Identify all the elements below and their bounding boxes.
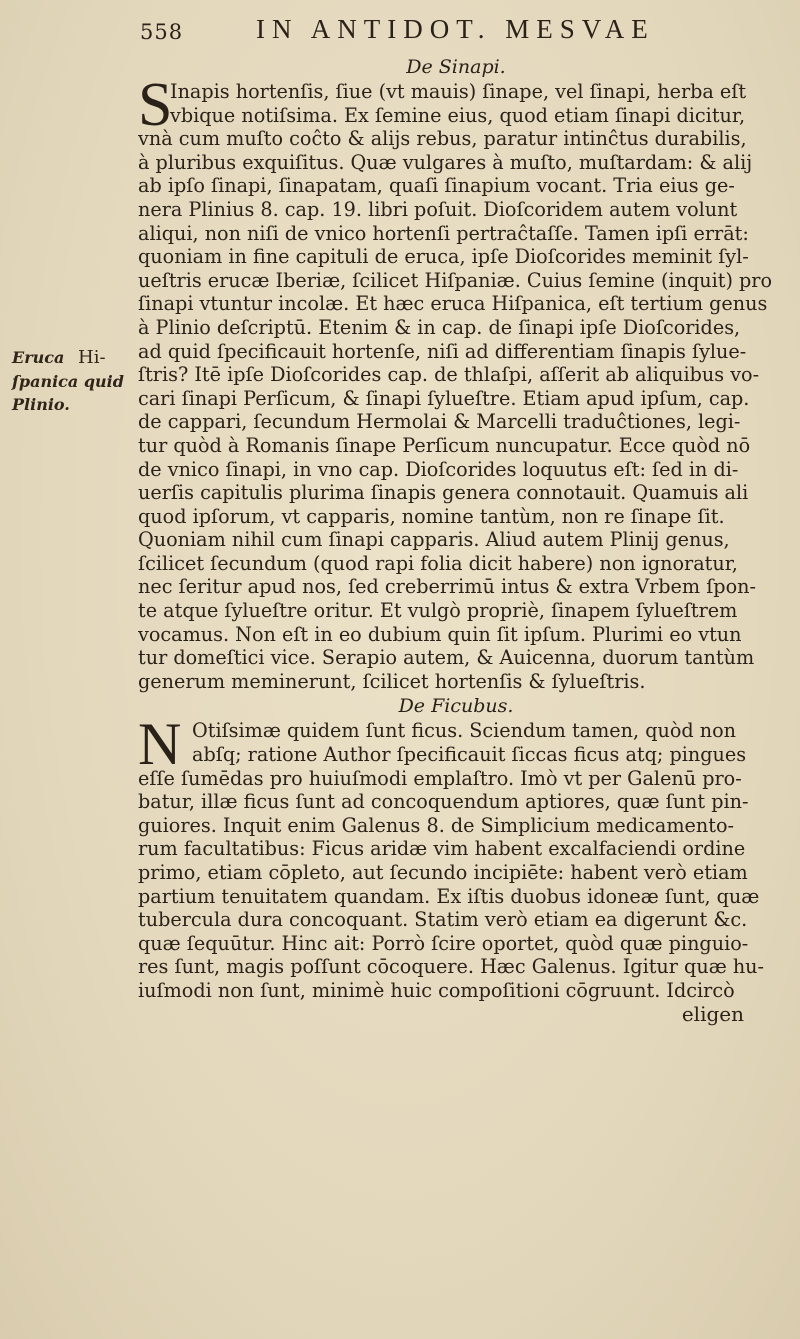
margin-notes [12,346,124,417]
margin-note-line-2: ſpanica quid [12,371,124,391]
text-line: generum meminerunt, ſcilicet hortenſis & ſylueſtris. [138,669,646,693]
text-line: nera Plinius 8. cap. 19. libri poſuit. Dioſcoridem autem volunt [138,197,738,221]
text-line: à pluribus exquiſitus. Quæ vulgares à muſto, muſtardam: & alij [138,150,753,174]
page-number: 558 [140,20,184,44]
text-line: te atque ſylueſtre oritur. Et vulgò propriè, ſinapem ſylueſtrem [138,599,738,623]
text-line: abſq; ratione Author ſpecificauit ſiccas ficus atq; pingues [192,743,747,767]
text-line: Inapis hortenſis, ſiue (vt mauis) ſinape, vel ſinapi, herba eſt [170,80,747,103]
text-line: quoniam in fine capituli de eruca, ipſe Dioſcorides meminit ſyl- [138,245,749,269]
page-header [0,14,800,54]
text-line: de cappari, ſecundum Hermolai & Marcelli traduĉtiones, legi- [138,410,741,434]
text-line: nec ſeritur apud nos, ſed creberrimū intus & extra Vrbem ſpon- [138,575,756,599]
text-line: tur quòd à Romanis ſinape Perſicum nuncupatur. Ecce quòd nō [138,433,751,457]
text-line: res ſunt, magis poſſunt cōcoquere. Hæc Galenus. Igitur quæ hu- [138,955,765,979]
text-line: primo, etiam cōpleto, aut ſecundo incipiēte: habent verò etiam [138,861,748,884]
dropcap-n: N [138,711,182,778]
text-line: iuſmodi non ſunt, minimè huic compoſitioni cōgruunt. Idcircò [138,978,735,1002]
text-line: tur domeſtici vice. Serapio autem, & Auicenna, duorum tantùm [138,646,755,670]
text-line: aliqui, non niſi de vnico hortenſi pertraĉtaſſe. Tamen ipſi errāt: [138,221,749,245]
text-line: rum facultatibus: Ficus aridæ vim habent excalfaciendi ordine [138,837,746,861]
text-line: de vnico ſinapi, in vno cap. Dioſcorides loquutus eſt: ſed in di- [138,457,739,481]
section-title-ficubus: De Ficubus. [398,695,514,718]
text-line: eſſe ſumēdas pro huiuſmodi emplaſtro. Imò vt per Galenū pro- [138,766,742,790]
text-line: ſinapi vtuntur incolæ. Et hæc eruca Hiſpanica, eſt tertium genus [138,292,768,316]
margin-note-hi: Hi- [78,347,106,368]
text-line: tubercula dura concoquant. Statim verò etiam ea digerunt &c. [138,908,748,932]
text-line: guiores. Inquit enim Galenus 8. de Simplicium medicamento- [138,813,735,837]
margin-note-line-1 [12,346,124,370]
text-line: quæ ſequūtur. Hinc ait: Porrò ſcire oportet, quòd quæ pinguio- [138,931,749,955]
text-line: batur, illæ ficus ſunt ad concoquendum aptiores, quæ ſunt pin- [138,790,749,814]
text-line: partium tenuitatem quandam. Ex iſtis duobus idoneæ ſunt, quæ [138,884,760,908]
running-head: IN ANTIDOT. MESVAE [256,14,655,44]
text-line: ſtris? Itē ipſe Dioſcorides cap. de thlaſpi, aſſerit ab aliquibus vo- [138,363,760,387]
text-line: Otiſsimæ quidem ſunt ficus. Sciendum tamen, quòd non [192,719,737,743]
text-line: ueſtris erucæ Iberiæ, ſcilicet Hiſpaniæ. Cuius ſemine (inquit) pro [138,268,773,292]
text-line: ſcilicet ſecundum (quod rapi folia dicit habere) non ignoratur, [138,551,738,575]
text-line: vnà cum muſto coĉto & alijs rebus, paratur intinĉtus durabilis, [138,127,747,151]
dropcap-s: S [138,71,173,139]
paragraph-sinapi [138,71,774,693]
margin-note-eruca: Eruca [12,348,65,367]
text-line: ab ipſo ſinapi, ſinapatam, quaſi ſinapium vocant. Tria eius ge- [138,174,735,198]
text-body [138,56,774,1029]
catchword: eligen [681,1001,744,1026]
section-title-sinapi: De Sinapi. [406,56,506,78]
text-line: cari ſinapi Perſicum, & ſinapi ſylueſtre. Etiam apud ipſum, cap. [138,386,750,410]
text-line: uerſis capitulis plurima ſinapis genera connotauit. Quamuis ali [138,481,749,505]
text-line: vbique notiſsima. Ex ſemine eius, quod etiam ſinapi dicitur, [170,103,746,127]
text-line: quod ipſorum, vt capparis, nomine tantùm, non re ſinape ſit. [138,504,725,528]
text-line: vocamus. Non eſt in eo dubium quin ſit ipſum. Plurimi eo vtun [138,622,742,646]
catchword-row [138,1003,774,1029]
paragraph-ficubus [138,711,774,1002]
text-line: ad quid ſpecificauit hortenſe, niſi ad differentiam ſinapis ſylue- [138,339,747,363]
text-line: Quoniam nihil cum ſinapi capparis. Aliud autem Plinij genus, [138,528,730,552]
margin-note-line-3: Plinio. [12,395,70,415]
text-line: à Plinio deſcriptū. Etenim & in cap. de ſinapi ipſe Dioſcorides, [138,315,741,339]
